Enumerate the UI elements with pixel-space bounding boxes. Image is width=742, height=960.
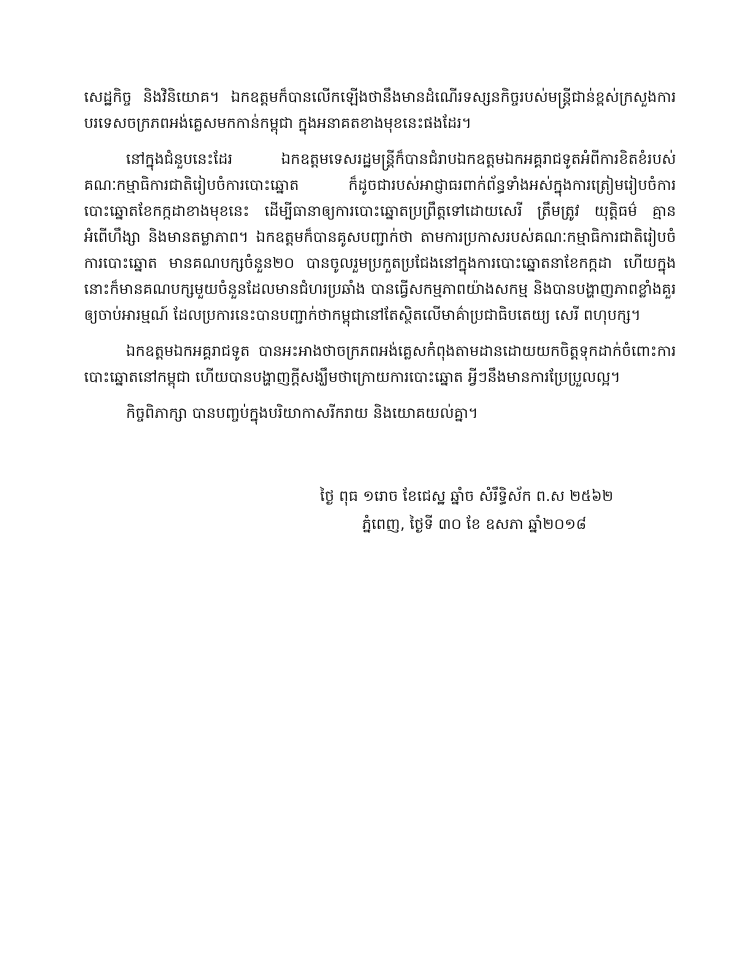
paragraph-ambassador-response: ឯកឧត្តមឯកអគ្គរាជទូត បានអះអាងថាចក្រភពអង់គ្លេសកំពុងតាមដានដោយយកចិត្តទុកដាក់ចំពោះការបោះឆ្នោតនៅកម្ពុជា ហើយបានបង្ហាញក្តីសង្ឃឹមថាក្រោយការបោះឆ្នោត អ្វីៗនឹងមានការប្រែប្រួលល្អ។	[84, 342, 676, 386]
date-signature-block	[320, 482, 680, 538]
paragraph-closing: កិច្ចពិភាក្សា បានបញ្ចប់ក្នុងបរិយាកាសរីករាយ និងយោគយល់គ្នា។	[126, 404, 479, 422]
document-body	[84, 84, 676, 436]
paragraph-continuation: សេដ្ឋកិច្ច និងវិនិយោគ។ ឯកឧត្តមក៏បានលើកឡើងថានឹងមានដំណើរទស្សនកិច្ចរបស់មន្ត្រីជាន់ខ្ពស់ក្រសួងការបរទេសចក្រភពអង់គ្លេសមកកាន់កម្ពុជា ក្នុងអនាគតខាងមុខនេះផងដែរ។	[84, 88, 676, 132]
lunar-date-line: ថ្ងៃ ពុធ ១រោច ខែជេស្ឋ ឆ្នាំច សំរឹទ្ធិស័ក ព.ស ២៥៦២	[320, 487, 614, 505]
place-date-line: ភ្នំពេញ, ថ្ងៃទី ៣០ ខែ ឧសភា ឆ្នាំ២០១៨	[362, 515, 587, 533]
paragraph-meeting-details: នៅក្នុងជំនួបនេះដែរ ឯកឧត្តមទេសរដ្ឋមន្ត្រីក៏បានជំរាបឯកឧត្តមឯកអគ្គរាជទូតអំពីការខិតខំរបស់គណៈកម្មាធិការជាតិរៀបចំការបោះឆ្នោត ក៏ដូចជារបស់អាជ្ញាធរពាក់ព័ន្ធទាំងអស់ក្នុងការត្រៀមរៀបចំការបោះឆ្នោតខែកក្កដាខាងមុខនេះ ដើម្បីធានាឲ្យការបោះឆ្នោតប្រព្រឹត្តទៅដោយសេរី ត្រឹមត្រូវ យុត្តិធម៌ គ្មានអំពើហឹង្សា និងមានតម្លាភាព។ ឯកឧត្តមក៏បានគូសបញ្ជាក់ថា តាមការប្រកាសរបស់គណៈកម្មាធិការជាតិរៀបចំការបោះឆ្នោត មានគណបក្សចំនួន២០ បានចូលរួមប្រកួតប្រជែងនៅក្នុងការបោះឆ្នោតនាខែកក្កដា ហើយក្នុងនោះក៏មានគណបក្សមួយចំនួនដែលមានជំហរប្រឆាំង បានធ្វើសកម្មភាពយ៉ាងសកម្ម និងបានបង្ហាញភាពខ្លាំងគួរឲ្យចាប់អារម្មណ៍ ដែលប្រការនេះបានបញ្ជាក់ថាកម្ពុជានៅតែស្ថិតលើមាគ៌ាប្រជាធិបតេយ្យ សេរី ពហុបក្ស។	[84, 150, 676, 324]
